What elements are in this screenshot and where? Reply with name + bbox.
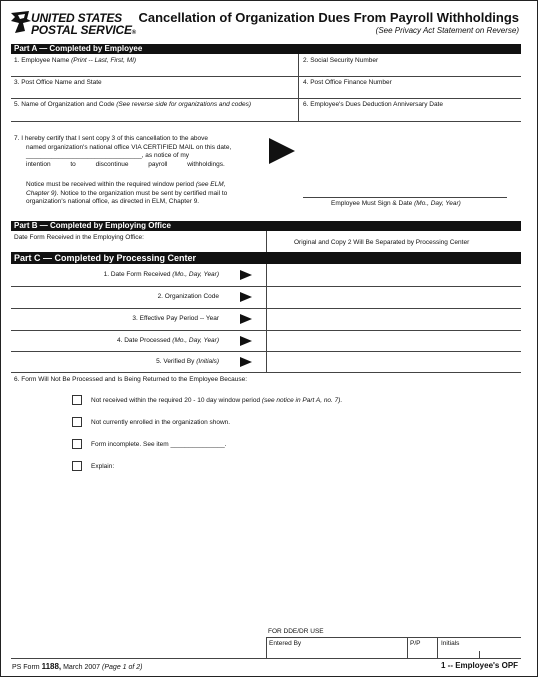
employee-name-field[interactable]: 1. Employee Name (Print -- Last, First, MI) (14, 57, 137, 64)
ssn-field[interactable]: 2. Social Security Number (303, 57, 379, 64)
reason-explain-checkbox[interactable] (72, 461, 82, 471)
part-b-heading: Part B — Completed by Employing Office (11, 221, 521, 231)
date-received-field[interactable]: Date Form Received in the Employing Office: (14, 234, 144, 241)
part-c-heading: Part C — Completed by Processing Center (11, 252, 521, 264)
form-number: PS Form 1188, March 2007 (Page 1 of 2) (12, 662, 143, 671)
notice-text: Notice must be received within the required window period (see ELM, Chapter 9). Notice to the organization must be sent by certified mail to organization's national office, as directed in ELM, Chapter 9. (26, 181, 228, 205)
logo-line-1: UNITED STATES (31, 11, 122, 25)
form-subtitle: (See Privacy Act Statement on Reverse) (375, 26, 519, 35)
usps-eagle-icon (9, 9, 31, 35)
logo-line-2: POSTAL SERVICE® (31, 23, 137, 37)
pc-date-processed: 4. Date Processed (Mo., Day, Year) (116, 337, 219, 344)
arrow-icon (240, 314, 252, 324)
sign-arrow-icon (269, 138, 295, 164)
form-title: Cancellation of Organization Dues From Payroll Withholdings (138, 10, 519, 25)
anniversary-date-field[interactable]: 6. Employee's Dues Deduction Anniversary Date (303, 101, 443, 108)
pc-verified-by: 5. Verified By (Initials) (156, 358, 219, 365)
arrow-icon (240, 270, 252, 280)
arrow-icon (240, 336, 252, 346)
employee-signature-field[interactable]: Employee Must Sign & Date (Mo., Day, Year) (331, 200, 461, 207)
reason-window-checkbox[interactable] (72, 395, 82, 405)
post-office-field[interactable]: 3. Post Office Name and State (14, 79, 102, 86)
reason-incomplete-label: Form incomplete. See item _______________. (91, 441, 227, 448)
pc-date-received: 1. Date Form Received (Mo., Day, Year) (103, 271, 219, 278)
arrow-icon (240, 292, 252, 302)
finance-number-field[interactable]: 4. Post Office Finance Number (303, 79, 392, 86)
reason-not-enrolled-checkbox[interactable] (72, 417, 82, 427)
arrow-icon (240, 357, 252, 367)
dde-label: FOR DDE/DR USE (268, 628, 324, 635)
pc-effective-pay-period: 3. Effective Pay Period -- Year (132, 315, 219, 322)
certification-text: 7. I hereby certify that I sent copy 3 of this cancellation to the above named organization's national office VIA CERTIFIED MAIL on this date, ________________________________, as notice of my intention to discontinue payroll withholdings. (14, 135, 232, 168)
copy-label: 1 -- Employee's OPF (441, 661, 519, 670)
pp-field[interactable]: P/P (410, 640, 421, 647)
entered-by-field[interactable]: Entered By (269, 640, 302, 647)
reason-window-label: Not received within the required 20 - 10 day window period (see notice in Part A, no. 7). (91, 397, 343, 404)
reason-explain-label: Explain: (91, 463, 115, 470)
initials-field[interactable]: Initials (441, 640, 460, 647)
pc-organization-code: 2. Organization Code (157, 293, 219, 300)
return-reason-label: 6. Form Will Not Be Processed and Is Being Returned to the Employee Because: (14, 376, 248, 383)
reason-incomplete-checkbox[interactable] (72, 439, 82, 449)
separation-note: Original and Copy 2 Will Be Separated by Processing Center (294, 239, 470, 246)
organization-code-field[interactable]: 5. Name of Organization and Code (See reverse side for organizations and codes) (14, 101, 252, 108)
reason-not-enrolled-label: Not currently enrolled in the organization shown. (91, 419, 231, 426)
part-a-heading: Part A — Completed by Employee (11, 44, 521, 54)
